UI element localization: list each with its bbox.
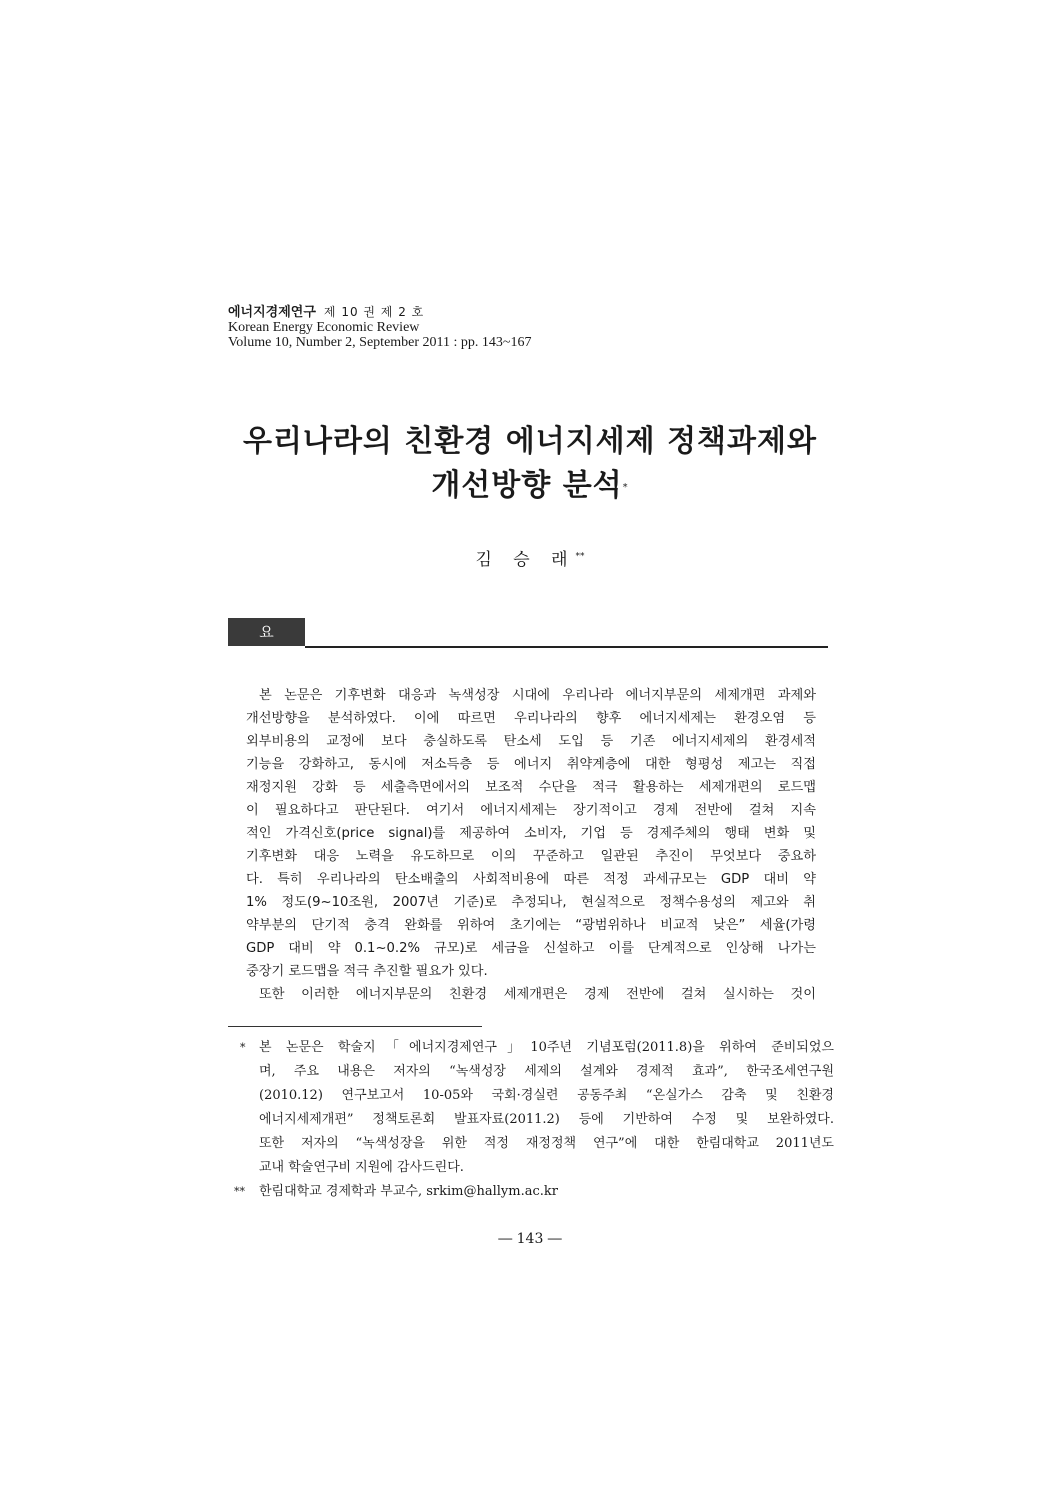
- abstract-line: 적인 가격신호(price signal)를 제공하여 소비자, 기업 등 경제주체의 행태 변화 및: [246, 826, 816, 841]
- footnote-line: (2010.12) 연구보고서 10-05와 국회·경실련 공동주최 “온실가스 감축 및 친환경: [259, 1088, 834, 1103]
- abstract-line: 개선방향을 분석하였다. 이에 따르면 우리나라의 향후 에너지세제는 환경오염 등: [246, 711, 816, 726]
- footnote-2: [228, 1180, 834, 1204]
- footnotes: [228, 1036, 834, 1204]
- abstract-line: 중장기 로드맵을 적극 추진할 필요가 있다.: [246, 964, 488, 979]
- volume-ko: 제 10 권 제 2 호: [323, 305, 425, 319]
- title-line-2: 개선방향 분석: [431, 468, 623, 503]
- abstract-line: 재정지원 강화 등 세출측면에서의 보조적 수단을 적극 활용하는 세제개편의 로드맵: [246, 780, 816, 795]
- abstract-heading: [228, 618, 828, 669]
- abstract-line: 1% 정도(9~10조원, 2007년 기준)로 추정되나, 현실적으로 정책수용성의 제고와 취: [246, 895, 816, 910]
- abstract-line: 또한 이러한 에너지부문의 친환경 세제개편은 경제 전반에 걸쳐 실시하는 것이: [259, 987, 816, 1002]
- abstract-heading-rule: [305, 646, 828, 648]
- journal-header: [228, 304, 532, 350]
- citation: Volume 10, Number 2, September 2011 : pp. 143~167: [228, 335, 532, 350]
- abstract-line: 외부비용의 교정에 보다 충실하도록 탄소세 도입 등 기존 에너지세제의 환경세적: [246, 734, 816, 749]
- title-footnote-mark: *: [622, 482, 629, 493]
- page-number: ― 143 ―: [498, 1231, 562, 1247]
- footnote-line: 한림대학교 경제학과 부교수, srkim@hallym.ac.kr: [259, 1184, 558, 1199]
- paper-title: [0, 420, 1060, 508]
- footnote-mark: *: [240, 1041, 246, 1054]
- footnote-line: 또한 저자의 “녹색성장을 위한 적정 재정정책 연구”에 대한 한림대학교 2011년도: [259, 1136, 834, 1151]
- abstract-line: 기능을 강화하고, 동시에 저소득층 등 에너지 취약계층에 대한 형평성 제고는 직접: [246, 757, 816, 772]
- footnote-mark: **: [234, 1185, 245, 1198]
- journal-name-en: Korean Energy Economic Review: [228, 320, 420, 335]
- abstract-line: 약부분의 단기적 충격 완화를 위하여 초기에는 “광범위하나 비교적 낮은” 세율(가령: [246, 918, 816, 933]
- footnote-1: [228, 1036, 834, 1180]
- abstract-line: 이 필요하다고 판단된다. 여기서 에너지세제는 장기적이고 경제 전반에 걸쳐 지속: [246, 803, 816, 818]
- abstract-line: GDP 대비 약 0.1~0.2% 규모)로 세금을 신설하고 이를 단계적으로 인상해 나가는: [246, 941, 816, 956]
- abstract-line: 본 논문은 기후변화 대응과 녹색성장 시대에 우리나라 에너지부문의 세제개편 과제와: [259, 688, 816, 703]
- author-footnote-mark: **: [575, 551, 585, 562]
- footnote-line: 본 논문은 학술지「에너지경제연구」10주년 기념포럼(2011.8)을 위하여 준비되었으: [259, 1040, 834, 1055]
- abstract-heading-label: 요 약: [228, 618, 305, 646]
- title-line-1: 우리나라의 친환경 에너지세제 정책과제와: [243, 424, 817, 459]
- footnote-line: 교내 학술연구비 지원에 감사드린다.: [259, 1160, 464, 1175]
- author-name: 김 승 래: [475, 550, 576, 570]
- abstract-line: 다. 특히 우리나라의 탄소배출의 사회적비용에 따른 적정 과세규모는 GDP 대비 약: [246, 872, 816, 887]
- footnote-line: 에너지세제개편” 정책토론회 발표자료(2011.2) 등에 기반하여 수정 및 보완하였다.: [259, 1112, 834, 1127]
- abstract-line: 기후변화 대응 노력을 유도하므로 이의 꾸준하고 일관된 추진이 무엇보다 중요하: [246, 849, 816, 864]
- abstract-body: [246, 684, 816, 1006]
- journal-name-ko: 에너지경제연구: [228, 305, 316, 320]
- author: [0, 545, 1060, 570]
- footnote-rule: [228, 1026, 482, 1027]
- footnote-line: 며, 주요 내용은 저자의 “녹색성장 세제의 설계와 경제적 효과”, 한국조세연구원: [259, 1064, 834, 1079]
